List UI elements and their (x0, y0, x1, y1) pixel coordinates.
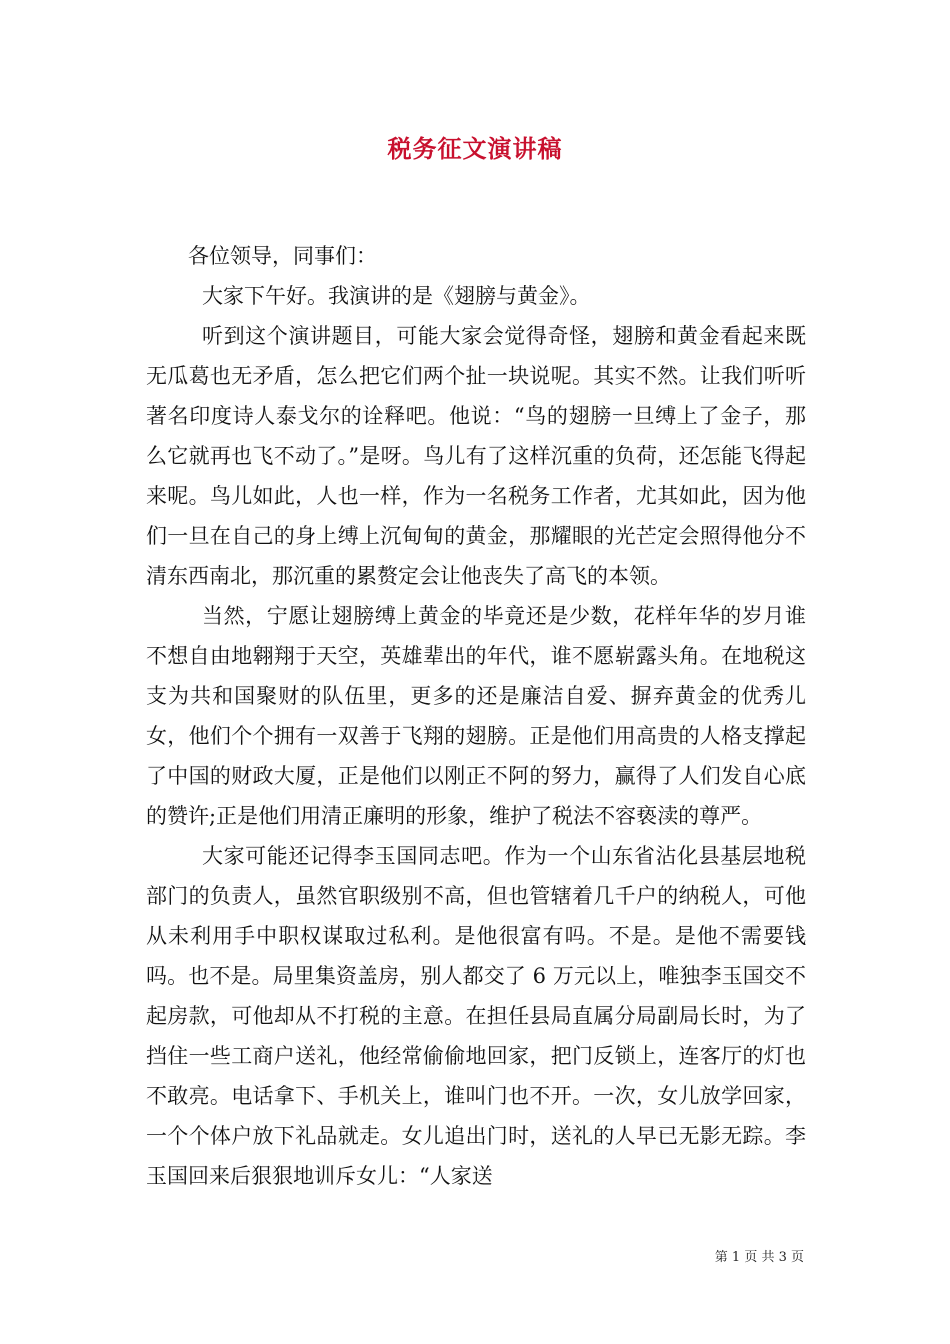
document-body (146, 236, 806, 1196)
document-title: 税务征文演讲稿 (387, 134, 563, 163)
paragraph: 听到这个演讲题目，可能大家会觉得奇怪，翅膀和黄金看起来既无瓜葛也无矛盾，怎么把它们两个扯一块说呢。其实不然。让我们听听著名印度诗人泰戈尔的诠释吧。他说：“鸟的翅膀一旦缚上了金子，那么它就再也飞不动了。”是呀。鸟儿有了这样沉重的负荷，还怎能飞得起来呢。鸟儿如此，人也一样，作为一名税务工作者，尤其如此，因为他们一旦在自己的身上缚上沉甸甸的黄金，那耀眼的光芒定会照得他分不清东西南北，那沉重的累赘定会让他丧失了高飞的本领。 (146, 324, 806, 588)
paragraph: 当然，宁愿让翅膀缚上黄金的毕竟还是少数，花样年华的岁月谁不想自由地翱翔于天空，英雄辈出的年代，谁不愿崭露头角。在地税这支为共和国聚财的队伍里，更多的还是廉洁自爱、摒弃黄金的优秀儿女，他们个个拥有一双善于飞翔的翅膀。正是他们用高贵的人格支撑起了中国的财政大厦，正是他们以刚正不阿的努力，赢得了人们发自心底的赞许;正是他们用清正廉明的形象，维护了税法不容亵渎的尊严。 (146, 604, 806, 828)
page-number-footer: 第 1 页 共 3 页 (714, 1250, 804, 1265)
paragraph: 大家可能还记得李玉国同志吧。作为一个山东省沾化县基层地税部门的负责人，虽然官职级别不高，但也管辖着几千户的纳税人，可他从未利用手中职权谋取过私利。是他很富有吗。不是。是他不需要钱吗。也不是。局里集资盖房，别人都交了 6 万元以上，唯独李玉国交不起房款，可他却从不打税的主意。在担任县局直属分局副局长时，为了挡住一些工商户送礼，他经常偷偷地回家，把门反锁上，连客厅的灯也不敢亮。电话拿下、手机关上，谁叫门也不开。一次，女儿放学回家，一个个体户放下礼品就走。女儿追出门时，送礼的人早已无影无踪。李玉国回来后狠狠地训斥女儿：“人家送 (146, 844, 806, 1188)
paragraph: 大家下午好。我演讲的是《翅膀与黄金》。 (202, 284, 591, 308)
greeting-line: 各位领导，同事们： (188, 244, 377, 268)
